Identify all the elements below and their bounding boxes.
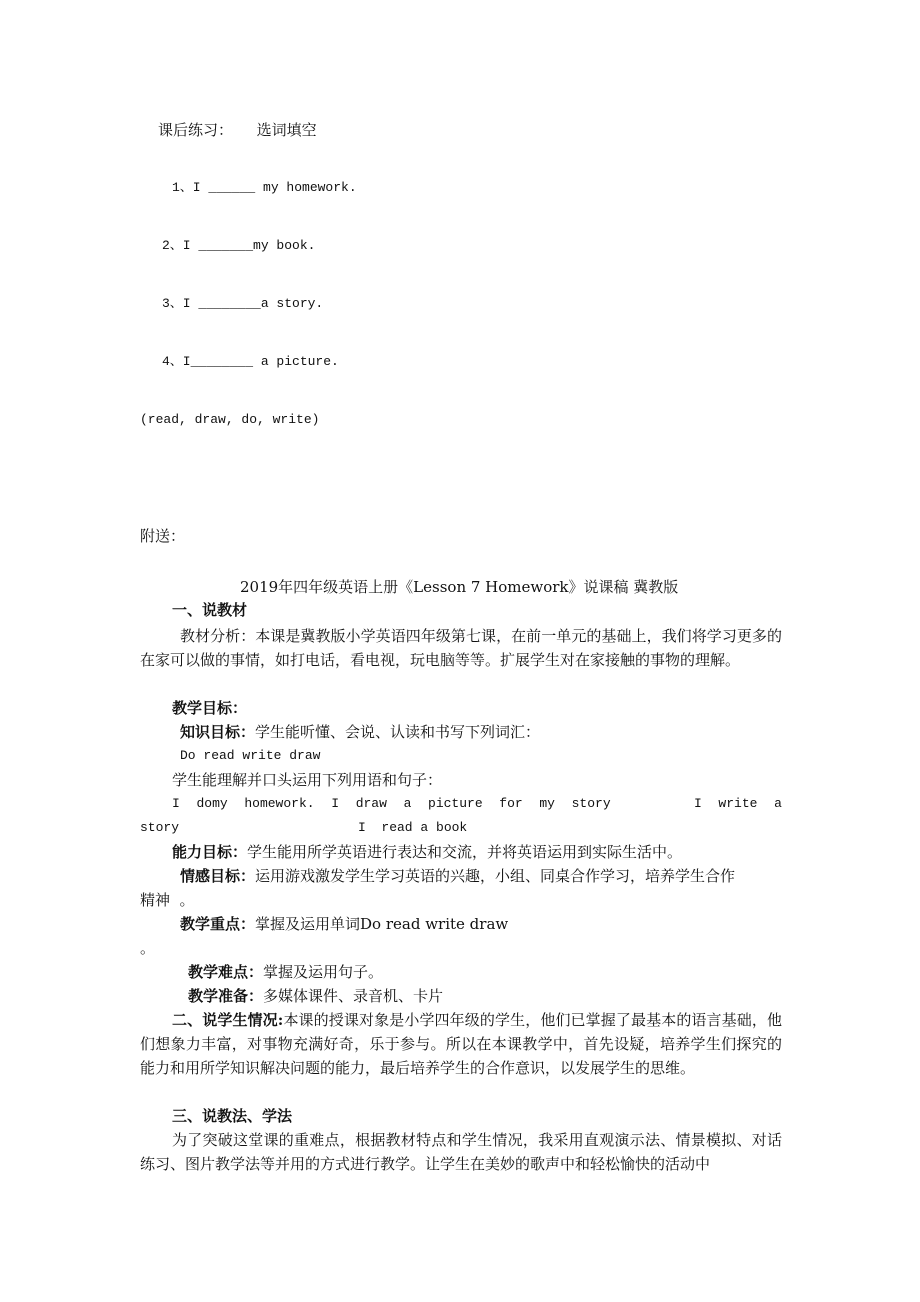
- exercise-title: [158, 118, 317, 142]
- knowledge-goal-label: 知识目标：: [180, 723, 256, 741]
- sentence-word: write: [718, 796, 758, 811]
- emotion-goal-continued: 精神 。: [140, 891, 195, 909]
- sentence-word: story: [571, 796, 611, 811]
- doc-title: 2019年四年级英语上册《Lesson 7 Homework》说课稿 冀教版: [240, 578, 679, 596]
- preparation-label: 教学准备：: [188, 987, 264, 1005]
- section-1-heading: 一、说教材: [172, 601, 248, 619]
- exercise-item-4: 4、I________ a picture.: [162, 354, 339, 369]
- exercise-item-3: 3、I ________a story.: [162, 296, 324, 311]
- section-2-heading: 二、说学生情况:: [172, 1011, 284, 1029]
- difficulty-label: 教学难点：: [188, 963, 264, 981]
- section-3-heading: 三、说教法、学法: [172, 1107, 293, 1125]
- sentence-word: I: [172, 796, 180, 811]
- sentences-intro: 学生能理解并口头运用下列用语和句子：: [172, 771, 443, 789]
- sentence-word: homework.: [244, 796, 315, 811]
- sentences-row-1: [172, 794, 782, 814]
- word-bank: (read, draw, do, write): [140, 412, 320, 427]
- exercise-item-2: 2、I _______my book.: [162, 238, 316, 253]
- knowledge-goal-text: 学生能听懂、会说、认读和书写下列词汇：: [255, 723, 541, 741]
- section-2: [140, 1008, 782, 1080]
- sentence-word: my: [539, 796, 555, 811]
- ability-goal-label: 能力目标：: [172, 843, 248, 861]
- sentences-row-2-b: I read a book: [358, 820, 468, 835]
- sentence-word: draw: [355, 796, 387, 811]
- emotion-goal-label: 情感目标：: [180, 867, 256, 885]
- difficulty: [188, 960, 383, 984]
- key-point-continued: 。: [140, 939, 156, 957]
- exercise-title-label: 课后练习：: [158, 121, 234, 139]
- ability-goal-text: 学生能用所学英语进行表达和交流，并将英语运用到实际生活中。: [247, 843, 683, 861]
- key-point-text: 掌握及运用单词Do read write draw: [255, 915, 509, 933]
- exercise-item-1: 1、I ______ my homework.: [172, 180, 357, 195]
- emotion-goal: [180, 864, 735, 888]
- vocab-list: Do read write draw: [180, 748, 321, 763]
- ability-goal: [172, 840, 682, 864]
- sentence-word: for: [499, 796, 523, 811]
- knowledge-goal: [180, 720, 540, 744]
- sentence-word: picture: [428, 796, 483, 811]
- emotion-goal-text: 运用游戏激发学生学习英语的兴趣，小组、同桌合作学习，培养学生合作: [255, 867, 736, 885]
- section-3-text: 为了突破这堂课的重难点，根据教材特点和学生情况，我采用直观演示法、情景模拟、对话练习、图片教学法等并用的方式进行教学。让学生在美妙的歌声中和轻松愉快的活动中: [140, 1131, 782, 1173]
- section-2-text: 本课的授课对象是小学四年级的学生，他们已掌握了最基本的语言基础，他们想象力丰富，对事物充满好奇，乐于参与。所以在本课教学中，首先设疑，培养学生们探究的能力和用所学知识解决问题的能力，最后培养学生的合作意识，以发展学生的思维。: [140, 1011, 782, 1077]
- goals-heading: 教学目标：: [172, 699, 248, 717]
- exercise-title-type: 选词填空: [256, 121, 317, 139]
- sentences-row-2-a: story: [140, 820, 180, 835]
- sentence-word: I: [331, 796, 340, 811]
- section-1-paragraph: 教材分析：本课是冀教版小学英语四年级第七课，在前一单元的基础上，我们将学习更多的在家可以做的事情，如打电话，看电视，玩电脑等等。扩展学生对在家接触的事物的理解。: [140, 627, 782, 669]
- sentence-word: a: [403, 796, 412, 811]
- preparation-text: 多媒体课件、录音机、卡片: [263, 987, 444, 1005]
- sentence-word: domy: [196, 796, 228, 811]
- difficulty-text: 掌握及运用句子。: [263, 963, 384, 981]
- sentence-word: I: [693, 796, 702, 811]
- sentence-word: a: [774, 796, 782, 811]
- key-point-label: 教学重点：: [180, 915, 256, 933]
- preparation: [188, 984, 443, 1008]
- appendix-label: 附送：: [140, 527, 186, 545]
- key-point: [180, 912, 508, 936]
